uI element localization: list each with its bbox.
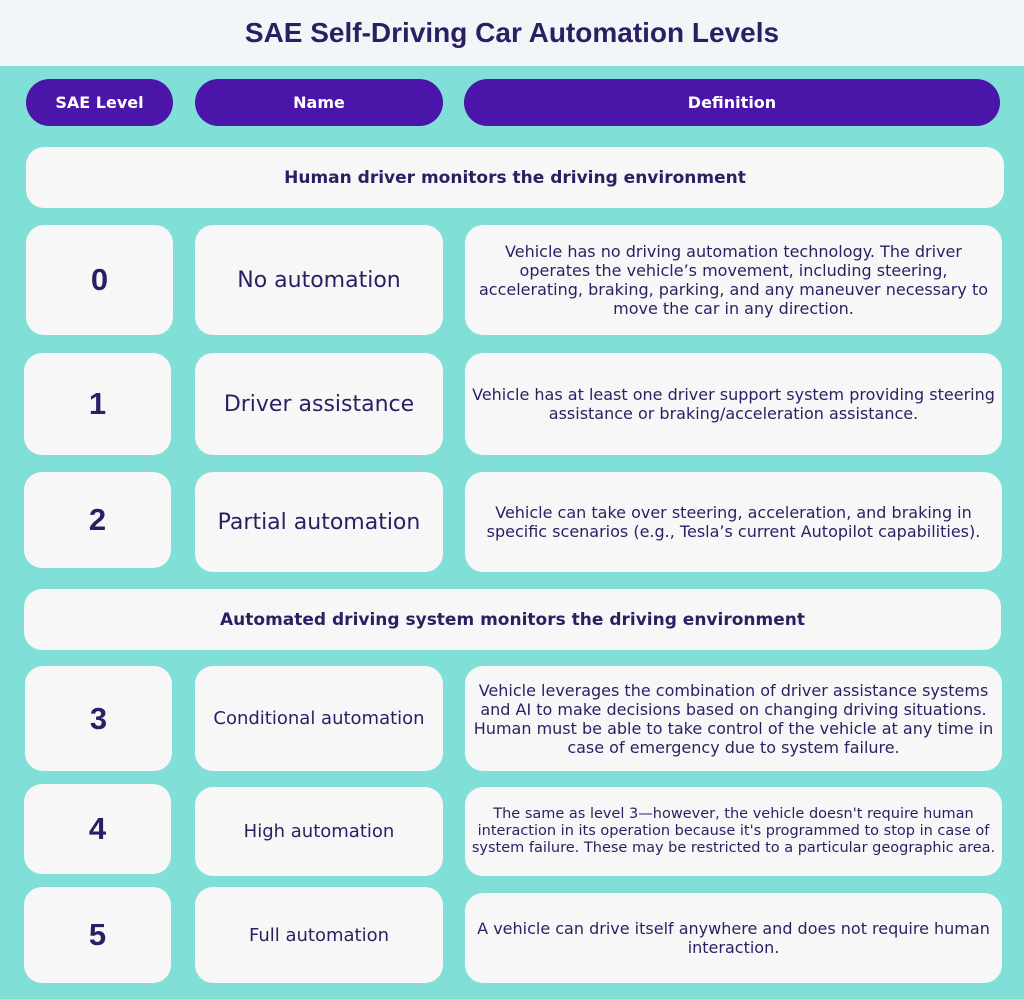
definition-cell: Vehicle can take over steering, acceleration, and braking in specific scenarios (e.g., Tesla’s current Autopilot capabilities). [465,472,1002,572]
name-cell: No automation [195,225,443,335]
definition-cell: The same as level 3—however, the vehicle doesn't require human interaction in its operation because it's programmed to stop in case of system failure. These may be restricted to a particular geographic area. [465,787,1002,876]
definition-cell: Vehicle leverages the combination of driver assistance systems and AI to make decisions based on changing driving situations. Human must be able to take control of the vehicle at any time in case of emergency due to system failure. [465,666,1002,771]
level-cell: 5 [24,887,171,983]
definition-cell: Vehicle has no driving automation technology. The driver operates the vehicle’s movement, including steering, accelerating, braking, parking, and any maneuver necessary to move the car in any direction. [465,225,1002,335]
level-cell: 2 [24,472,171,568]
section-system-monitors: Automated driving system monitors the driving environment [24,589,1001,650]
definition-cell: Vehicle has at least one driver support system providing steering assistance or braking/acceleration assistance. [465,353,1002,455]
section-human-monitors: Human driver monitors the driving environment [26,147,1004,208]
level-cell: 4 [24,784,171,874]
header-sae-level: SAE Level [26,79,173,126]
definition-cell: A vehicle can drive itself anywhere and does not require human interaction. [465,893,1002,983]
header-name: Name [195,79,443,126]
level-cell: 3 [25,666,172,771]
name-cell: Conditional automation [195,666,443,771]
header-definition: Definition [464,79,1000,126]
name-cell: Partial automation [195,472,443,572]
name-cell: High automation [195,787,443,876]
name-cell: Driver assistance [195,353,443,455]
level-cell: 1 [24,353,171,455]
page-title: SAE Self-Driving Car Automation Levels [244,17,780,48]
name-cell: Full automation [195,887,443,983]
level-cell: 0 [26,225,173,335]
title-bar [0,0,1024,66]
